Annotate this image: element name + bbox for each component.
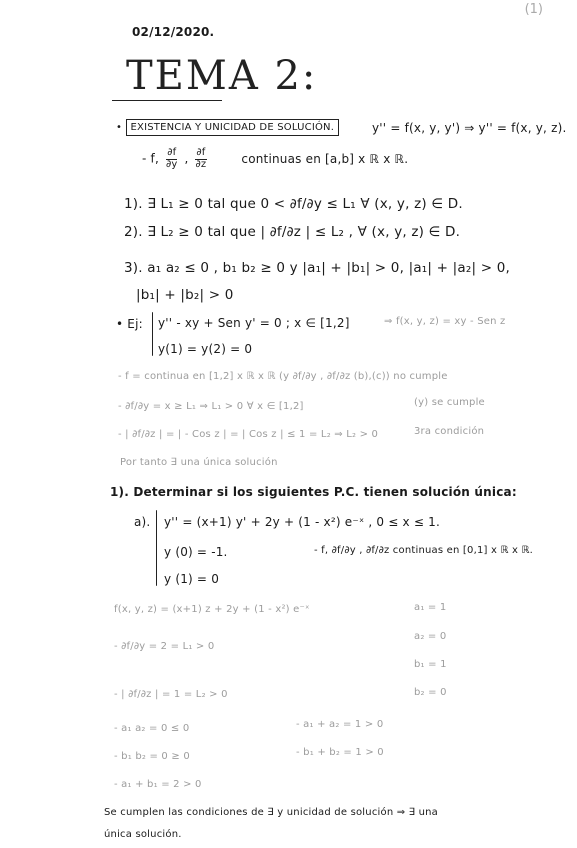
final-conclusion-line1: Se cumplen las condiciones de ∃ y unicidad de solución ⇒ ∃ una: [104, 807, 438, 818]
example-eq1: y'' - xy + Sen y' = 0 ; x ∈ [1,2]: [158, 316, 350, 330]
frac-num: ∂f: [196, 147, 206, 158]
f-definition: f(x, y, z) = (x+1) z + 2y + (1 - x²) e⁻ˣ: [114, 604, 310, 615]
condition-2: 2). ∃ L₂ ≥ 0 tal que | ∂f/∂z | ≤ L₂ , ∀ (x, y, z) ∈ D.: [124, 224, 461, 240]
sum-a: - a₁ + a₂ = 1 > 0: [296, 719, 384, 730]
product-a: - a₁ a₂ = 0 ≤ 0: [114, 723, 190, 734]
system-label: a).: [134, 515, 151, 529]
condition-1: 1). ∃ L₁ ≥ 0 tal que 0 < ∂f/∂y ≤ L₁ ∀ (x, y, z) ∈ D.: [124, 196, 463, 212]
date: 02/12/2020.: [132, 25, 215, 39]
example-eq1-note: ⇒ f(x, y, z) = xy - Sen z: [384, 316, 506, 327]
coef-a2: a₂ = 0: [414, 631, 447, 642]
example-dfdz: - | ∂f/∂z | = | - Cos z | = | Cos z | ≤ 1 = L₂ ⇒ L₂ > 0: [118, 429, 379, 440]
example-f-continuity: - f = continua en [1,2] x ℝ x ℝ (y ∂f/∂y , ∂f/∂z (b),(c)) no cumple: [118, 371, 448, 382]
example-dfdy: - ∂f/∂y = x ≥ L₁ ⇒ L₁ > 0 ∀ x ∈ [1,2]: [118, 401, 304, 412]
example-label: • Ej:: [116, 317, 143, 331]
page-number: (1): [524, 2, 543, 17]
coef-b1: b₁ = 1: [414, 659, 447, 670]
bullet-icon: •: [116, 122, 123, 133]
frac-den: ∂z: [195, 158, 207, 170]
exercise-continuity-note: - f, ∂f/∂y , ∂f/∂z continuas en [0,1] x ℝ x ℝ.: [314, 545, 533, 556]
exercise-dfdy: - ∂f/∂y = 2 = L₁ > 0: [114, 641, 215, 652]
product-b: - b₁ b₂ = 0 ≥ 0: [114, 751, 190, 762]
comma: ,: [184, 151, 189, 166]
exercise-eq2: y (0) = -1.: [164, 545, 228, 559]
example-conclusion: Por tanto ∃ una única solución: [120, 457, 278, 468]
system-brace: [156, 510, 157, 586]
exercise-statement: 1). Determinar si los siguientes P.C. tienen solución única:: [110, 485, 517, 499]
condition-3-cont: |b₁| + |b₂| > 0: [136, 287, 234, 303]
coef-a1: a₁ = 1: [414, 602, 447, 613]
frac-num: ∂f: [167, 147, 177, 158]
partial-fz-fraction: [195, 148, 208, 170]
title-underline: [112, 100, 222, 101]
partial-fy-fraction: [165, 148, 179, 170]
example-eq2: y(1) = y(2) = 0: [158, 342, 253, 356]
exercise-dfdz: - | ∂f/∂z | = 1 = L₂ > 0: [114, 689, 228, 700]
example-dfdy-note: (y) se cumple: [414, 397, 485, 408]
sum-b: - b₁ + b₂ = 1 > 0: [296, 747, 384, 758]
continuity-suffix: continuas en [a,b] x ℝ x ℝ.: [241, 151, 409, 166]
frac-den: ∂y: [166, 158, 178, 170]
ode-definition: y'' = f(x, y, y') ⇒ y'' = f(x, y, z).: [372, 121, 567, 135]
section-box-label: EXISTENCIA Y UNICIDAD DE SOLUCIÓN.: [126, 119, 340, 136]
section-header: [116, 123, 339, 133]
system-brace: [152, 312, 153, 356]
example-dfdz-note: 3ra condición: [414, 426, 485, 437]
page-title: TEMA 2:: [126, 53, 318, 99]
coef-b2: b₂ = 0: [414, 687, 447, 698]
continuity-prefix: - f,: [142, 151, 159, 166]
sum-a1-b1: - a₁ + b₁ = 2 > 0: [114, 779, 202, 790]
exercise-eq1: y'' = (x+1) y' + 2y + (1 - x²) e⁻ˣ , 0 ≤ x ≤ 1.: [164, 515, 440, 529]
continuity-line: [142, 148, 408, 170]
final-conclusion-line2: única solución.: [104, 829, 182, 840]
condition-3: 3). a₁ a₂ ≤ 0 , b₁ b₂ ≥ 0 y |a₁| + |b₁| > 0, |a₁| + |a₂| > 0,: [124, 260, 511, 276]
exercise-eq3: y (1) = 0: [164, 572, 220, 586]
